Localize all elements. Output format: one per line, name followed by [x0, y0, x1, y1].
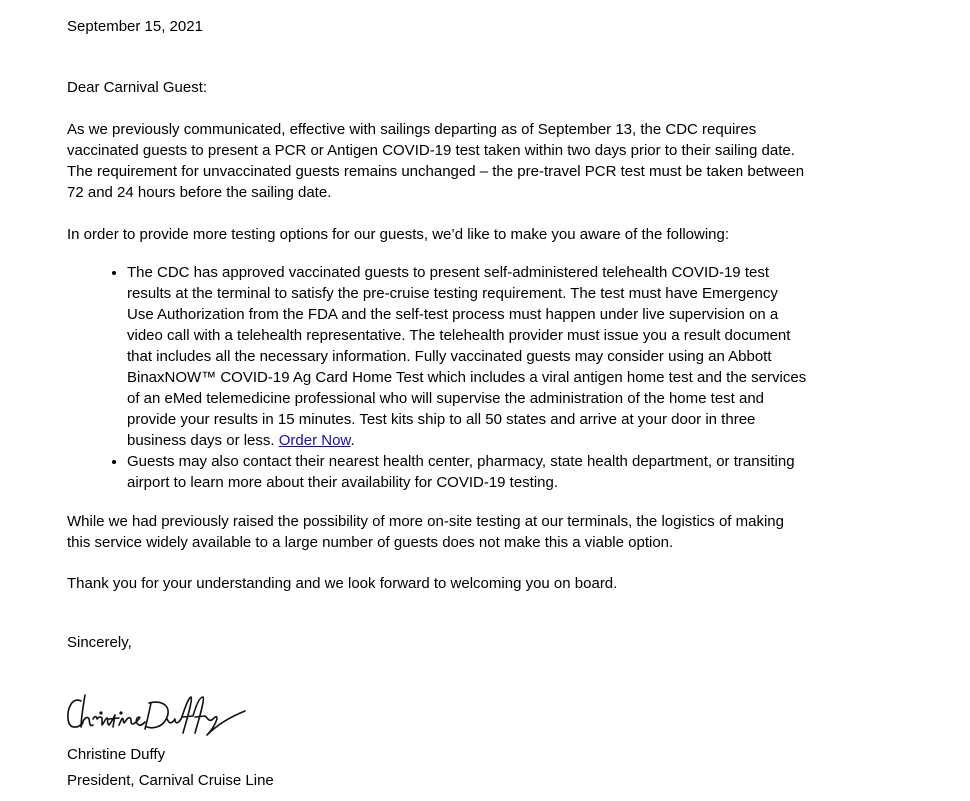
list-item-telehealth-period: .	[350, 432, 355, 449]
letter	[67, 16, 807, 789]
testing-options-list	[67, 262, 807, 493]
signer-name: Christine Duffy	[67, 746, 166, 763]
paragraph-onsite-testing: While we had previously raised the possibility of more on-site testing at our terminals, the logistics of making this service widely available to a large number of guests does not make this a viable option.	[67, 513, 784, 551]
letter-date: September 15, 2021	[67, 18, 203, 35]
order-now-link[interactable]: Order Now	[278, 432, 351, 449]
signer-title: President, Carnival Cruise Line	[67, 772, 274, 789]
list-item-telehealth	[127, 262, 807, 451]
list-item-local-testing: • Guests may also contact their nearest health center, pharmacy, state health department, or transiting airport to learn more about their availability for COVID-19 testing.	[127, 451, 807, 493]
salutation: Dear Carnival Guest:	[67, 79, 208, 96]
handwritten-signature	[65, 689, 255, 737]
closing: Sincerely,	[67, 634, 132, 651]
paragraph-testing-options-intro: In order to provide more testing options for our guests, we’d like to make you aware of the following:	[67, 226, 730, 243]
paragraph-cdc-requirements: As we previously communicated, effective with sailings departing as of September 13, the CDC requires vaccinated guests to present a PCR or Antigen COVID-19 test taken within two days prior to their sailing date. The requirement for unvaccinated guests remains unchanged – the pre-travel PCR test must be taken between 72 and 24 hours before the sailing date.	[67, 121, 805, 201]
list-item-telehealth-text: The CDC has approved vaccinated guests to present self-administered telehealth COVID-19 test results at the terminal to satisfy the pre-cruise testing requirement. The test must have Emergency Use Authorization from the FDA and the self-test process must happen under live supervision on a video call with a telehealth representative. The telehealth provider must issue you a result document that includes all the necessary information. Fully vaccinated guests may consider using an Abbott BinaxNOW™ COVID-19 Ag Card Home Test which includes a viral antigen home test and the services of an eMed telemedicine professional who will supervise the administration of the home test and provide your results in 15 minutes. Test kits ship to all 50 states and arrive at your door in three business days or less.	[127, 264, 807, 449]
paragraph-thank-you: Thank you for your understanding and we look forward to welcoming you on board.	[67, 575, 618, 592]
